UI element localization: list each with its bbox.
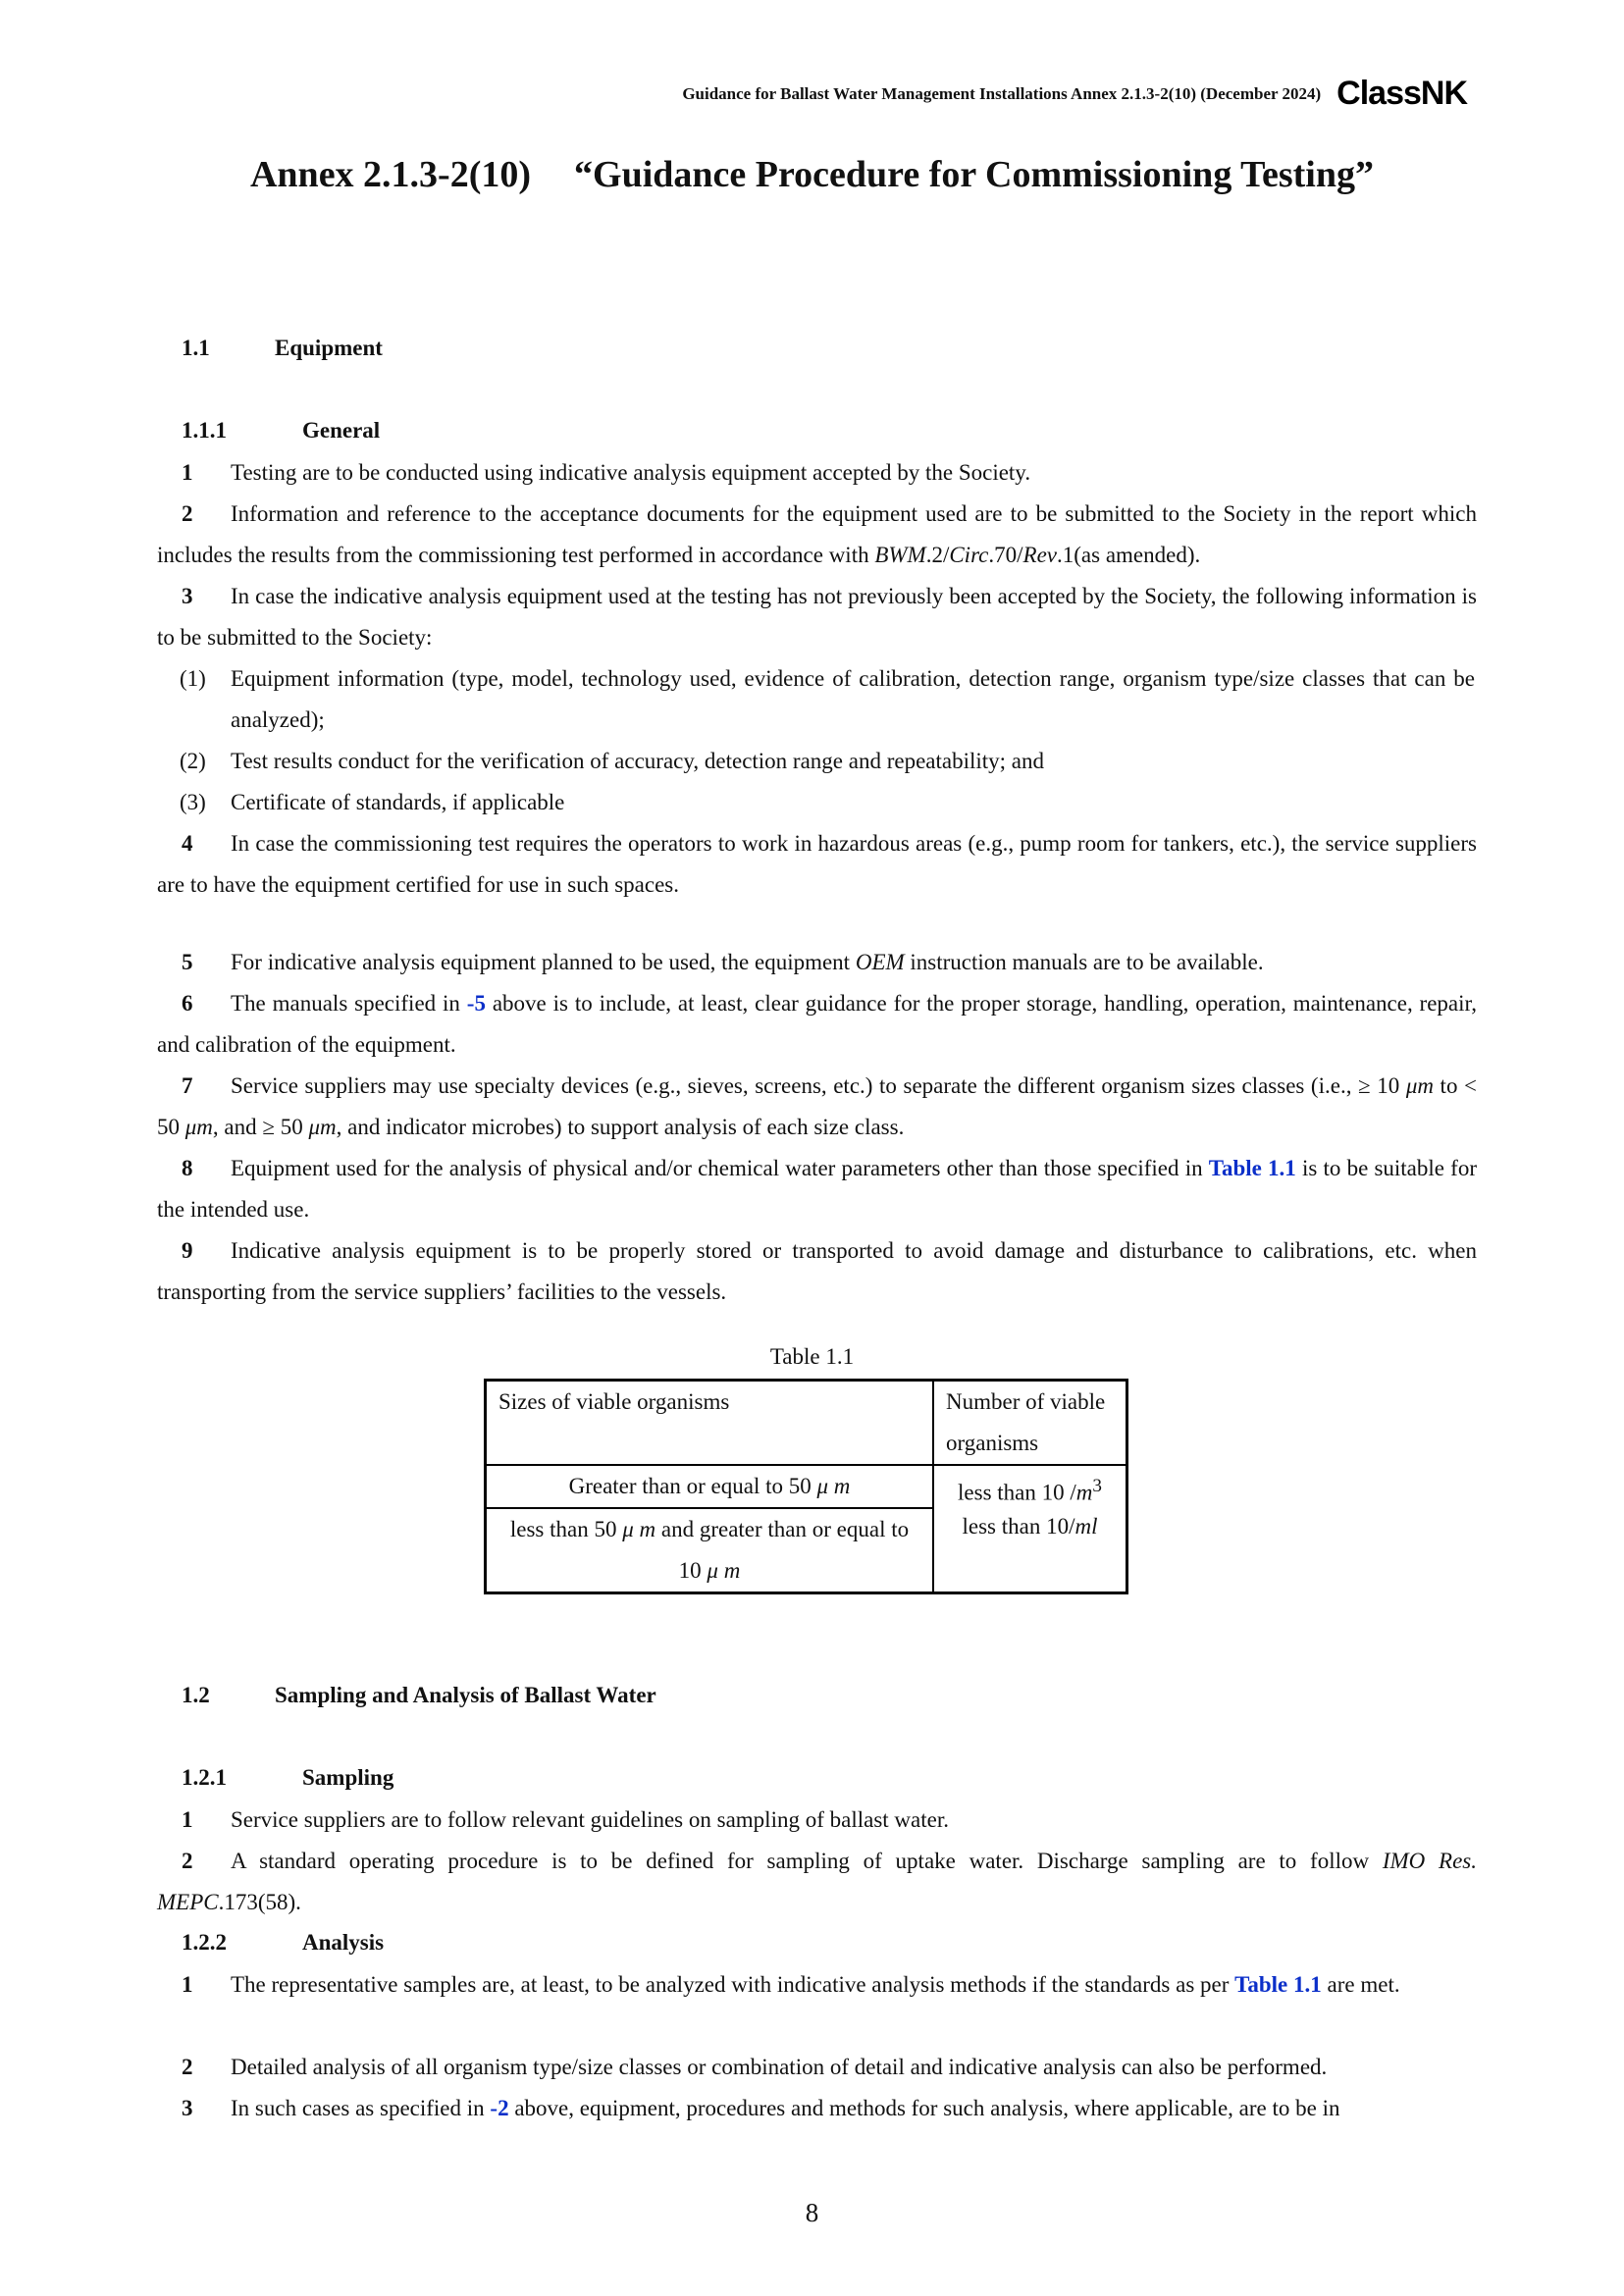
paragraph-text: , and indicator microbes) to support analysis of each size class. xyxy=(336,1115,905,1139)
paragraph-number: 1 xyxy=(182,1972,193,1997)
unit-exponent: 3 xyxy=(1092,1476,1102,1496)
paragraph-text: For indicative analysis equipment planned to be used, the equipment xyxy=(231,950,856,974)
paragraph-number: 1 xyxy=(182,460,193,485)
paragraph-number: 2 xyxy=(182,2055,193,2079)
paragraph-3 xyxy=(157,576,1477,658)
list-item xyxy=(180,782,1477,823)
paragraph-text: Equipment used for the analysis of physical and/or chemical water parameters other than those specified in xyxy=(231,1156,1209,1180)
analysis-paragraph-1 xyxy=(157,1964,1477,2006)
paragraph-text: Testing are to be conducted using indicative analysis equipment accepted by the Society. xyxy=(231,460,1031,485)
cell-text: and greater than or equal to 10 xyxy=(655,1517,910,1583)
page-number: 8 xyxy=(805,2198,819,2227)
table-header-cell: Sizes of viable organisms xyxy=(486,1381,934,1466)
paragraph-text: In such cases as specified in xyxy=(231,2096,491,2120)
cell-line xyxy=(946,1510,1114,1543)
paragraph-text: Information and reference to the acceptance documents for the equipment used are to be submitted to the Society in the report which includes the results from the commissioning test performed in accordance with xyxy=(157,501,1477,567)
table-cell-number xyxy=(933,1465,1127,1593)
list-label: (2) xyxy=(180,749,206,773)
cell-text: less than 10 / xyxy=(958,1480,1076,1505)
list-item xyxy=(180,658,1477,741)
cell-text: less than 50 xyxy=(509,1517,623,1541)
cell-line xyxy=(946,1470,1114,1510)
paragraph-text: .173(58). xyxy=(218,1890,301,1914)
paragraph-text: above is to include, at least, clear guidance for the proper storage, handling, operation, maintenance, repair, and calibration of the equipment. xyxy=(157,991,1478,1057)
unit-micrometre: μ m xyxy=(622,1517,656,1541)
paragraph-text: to < 50 xyxy=(157,1073,1477,1139)
doc-ref-circ: Circ xyxy=(949,543,989,567)
unit-micrometre: μm xyxy=(1405,1073,1434,1098)
running-title: Guidance for Ballast Water Management Installations Annex 2.1.3-2(10) (December 2024) xyxy=(682,83,1322,103)
table-row xyxy=(486,1465,1127,1508)
list-item xyxy=(180,741,1477,782)
paragraph-text: , and ≥ 50 xyxy=(212,1115,309,1139)
running-header xyxy=(682,75,1467,113)
list-label: (3) xyxy=(180,790,206,814)
doc-ref-rev: Rev xyxy=(1022,543,1057,567)
cross-reference-link[interactable]: -5 xyxy=(466,991,486,1016)
paragraph-9 xyxy=(157,1230,1477,1313)
paragraph-text: .70/ xyxy=(988,543,1023,567)
doc-ref-imo: IMO Res. MEPC xyxy=(157,1849,1477,1914)
section-title: Equipment xyxy=(275,336,383,360)
section-heading-1-1 xyxy=(182,336,383,361)
paragraph-1 xyxy=(157,452,1477,494)
paragraph-number: 8 xyxy=(182,1156,193,1180)
paragraph-4 xyxy=(157,823,1477,906)
paragraph-text: .2/ xyxy=(925,543,950,567)
paragraph-text: above, equipment, procedures and methods for such analysis, where applicable, are to be in xyxy=(508,2096,1340,2120)
list-label: (1) xyxy=(180,666,206,691)
section-heading-1-2 xyxy=(182,1683,656,1708)
paragraph-text: instruction manuals are to be available. xyxy=(904,950,1264,974)
paragraph-5 xyxy=(157,942,1477,983)
list-text: Certificate of standards, if applicable xyxy=(231,790,565,814)
paragraph-text: The representative samples are, at least, to be analyzed with indicative analysis methods if the standards as per xyxy=(231,1972,1235,1997)
list-text: Test results conduct for the verification of accuracy, detection range and repeatability; and xyxy=(231,749,1045,773)
section-number: 1.1.1 xyxy=(182,418,227,443)
unit-micrometre: μm xyxy=(308,1115,337,1139)
section-number: 1.1 xyxy=(182,336,210,360)
paragraph-text: Service suppliers may use specialty devices (e.g., sieves, screens, etc.) to separate the different organism sizes classes (i.e., ≥ 10 xyxy=(231,1073,1406,1098)
unit-micrometre: μ m xyxy=(707,1558,741,1583)
section-number: 1.2.2 xyxy=(182,1930,227,1955)
section-number: 1.2.1 xyxy=(182,1765,227,1790)
table-cell-size xyxy=(486,1508,934,1593)
annex-name: “Guidance Procedure for Commissioning Testing” xyxy=(574,154,1374,195)
table-caption: Table 1.1 xyxy=(769,1344,855,1369)
paragraph-text: Service suppliers are to follow relevant guidelines on sampling of ballast water. xyxy=(231,1807,949,1832)
paragraph-number: 6 xyxy=(182,991,193,1016)
paragraph-number: 7 xyxy=(182,1073,193,1098)
table-reference-link[interactable]: Table 1.1 xyxy=(1234,1972,1322,1997)
paragraph-text: Indicative analysis equipment is to be properly stored or transported to avoid damage and disturbance to calibrations, etc. when transporting from the service suppliers’ facilities to the vessels. xyxy=(157,1238,1477,1304)
paragraph-number: 3 xyxy=(182,584,193,608)
section-heading-1-1-1 xyxy=(182,418,380,444)
paragraph-7 xyxy=(157,1066,1477,1148)
cross-reference-link[interactable]: -2 xyxy=(490,2096,509,2120)
paragraph-text: Detailed analysis of all organism type/size classes or combination of detail and indicative analysis can also be performed. xyxy=(231,2055,1328,2079)
analysis-paragraph-3 xyxy=(157,2088,1477,2129)
paragraph-number: 5 xyxy=(182,950,193,974)
analysis-paragraph-2 xyxy=(157,2047,1477,2088)
paragraph-2 xyxy=(157,494,1477,576)
cell-text: less than 10/ xyxy=(962,1513,1075,1539)
table-reference-link[interactable]: Table 1.1 xyxy=(1208,1156,1296,1180)
organism-standards-table xyxy=(484,1379,1128,1594)
oem-term: OEM xyxy=(855,950,905,974)
paragraph-text: In case the indicative analysis equipment used at the testing has not previously been accepted by the Society, the following information is to be submitted to the Society: xyxy=(157,584,1477,650)
section-number: 1.2 xyxy=(182,1683,210,1707)
unit-cubic-metre: m xyxy=(1075,1480,1093,1505)
paragraph-text: is to be suitable for the intended use. xyxy=(157,1156,1477,1222)
section-title: Sampling xyxy=(302,1765,394,1790)
classnk-logo: ClassNK xyxy=(1336,75,1467,112)
paragraph-8 xyxy=(157,1148,1477,1230)
paragraph-text: are met. xyxy=(1321,1972,1400,1997)
doc-ref-bwm: BWM xyxy=(874,543,926,567)
unit-micrometre: μm xyxy=(184,1115,213,1139)
page-title xyxy=(0,153,1624,196)
table-cell-size xyxy=(486,1465,934,1508)
sampling-paragraph-2 xyxy=(157,1841,1477,1923)
paragraph-text: .1(as amended). xyxy=(1057,543,1201,567)
section-title: Analysis xyxy=(302,1930,385,1955)
paragraph-text: A standard operating procedure is to be defined for sampling of uptake water. Discharge sampling are to follow xyxy=(231,1849,1383,1873)
paragraph-number: 1 xyxy=(182,1807,193,1832)
unit-micrometre: μ m xyxy=(816,1474,851,1498)
paragraph-6 xyxy=(157,983,1477,1066)
paragraph-number: 4 xyxy=(182,831,193,856)
list-text: Equipment information (type, model, technology used, evidence of calibration, detection range, organism type/size classes that can be analyzed); xyxy=(231,666,1475,732)
section-heading-1-2-1 xyxy=(182,1765,393,1791)
cell-text: Greater than or equal to 50 xyxy=(568,1474,817,1498)
section-title: General xyxy=(302,418,381,443)
paragraph-number: 3 xyxy=(182,2096,193,2120)
paragraph-number: 2 xyxy=(182,501,193,526)
paragraph-text: In case the commissioning test requires the operators to work in hazardous areas (e.g., pump room for tankers, etc.), the service suppliers are to have the equipment certified for use in such spaces. xyxy=(157,831,1477,897)
annex-number: Annex 2.1.3-2(10) xyxy=(249,154,532,195)
table-header-row xyxy=(486,1381,1127,1466)
paragraph-number: 9 xyxy=(182,1238,193,1263)
paragraph-number: 2 xyxy=(182,1849,193,1873)
table-header-cell: Number of viable organisms xyxy=(933,1381,1127,1466)
sampling-paragraph-1 xyxy=(157,1800,1477,1841)
section-title: Sampling and Analysis of Ballast Water xyxy=(275,1683,656,1707)
section-heading-1-2-2 xyxy=(182,1930,384,1956)
unit-millilitre: ml xyxy=(1074,1513,1098,1539)
paragraph-text: The manuals specified in xyxy=(231,991,467,1016)
